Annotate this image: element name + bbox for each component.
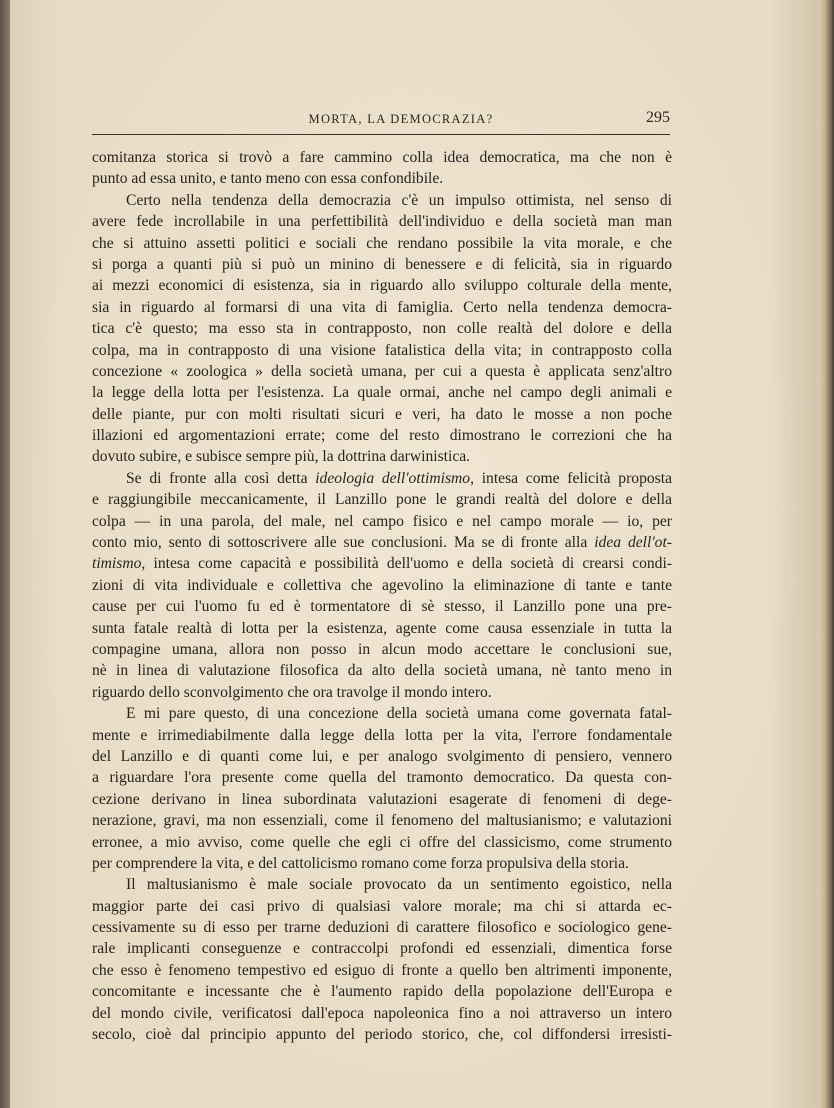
- text-line: mente e irrimediabilmente dalla legge della lotta per la vita, l'errore fondamentale: [92, 726, 672, 744]
- text-line: del mondo civile, verificatosi dall'epoca napoleonica fino a noi attraverso un intero: [92, 1004, 672, 1022]
- text-segment: , intesa come felicità proposta: [470, 469, 672, 487]
- text-line: del Lanzillo e di quanti come lui, e per analogo svolgimento di pensiero, vennero: [92, 747, 672, 765]
- text-line: punto ad essa unito, e tanto meno con essa confondibile.: [92, 170, 444, 188]
- page-edge: [818, 0, 834, 1108]
- text-line: sunta fatale realtà di lotta per la esistenza, agente come causa essenziale in tutta la: [92, 619, 672, 637]
- italic-term: ideologia dell'ottimismo: [315, 469, 471, 487]
- text-segment: , intesa come capacità e possibilità dell'uomo e della società di crearsi condi-: [141, 555, 672, 573]
- text-line: colpa, ma in contrapposto di una visione fatalistica della vita; in contrapposto colla: [92, 341, 672, 359]
- text-segment: conto mio, sento di sottoscrivere alle sue conclusioni. Ma se di fronte alla: [92, 534, 595, 552]
- page-number: 295: [646, 109, 670, 126]
- text-line: si porga a quanti più si può un minino di benessere e di felicità, sia in riguardo: [92, 255, 672, 273]
- text-line: delle piante, pur con molti risultati sicuri e veri, ha dato le mosse a non poche: [92, 405, 672, 423]
- body-text: [92, 147, 672, 1045]
- running-head: MORTA, LA DEMOCRAZIA?: [308, 112, 494, 126]
- italic-term: timismo: [92, 555, 142, 573]
- text-line: cause per cui l'uomo fu ed è tormentatore di sè stesso, il Lanzillo pone una pre-: [92, 598, 672, 616]
- text-line: secolo, cioè dal principio appunto del periodo storico, che, col diffondersi irresisti-: [92, 1026, 672, 1044]
- text-line: compagine umana, allora non posso in alcun modo accettare le conclusioni sue,: [92, 640, 672, 658]
- text-line: Il maltusianismo è male sociale provocato da un sentimento egoistico, nella: [126, 876, 672, 894]
- text-line: erronee, a mio avviso, come quelle che egli ci offre del classicismo, come strumento: [92, 833, 672, 851]
- text-line: la legge della lotta per l'esistenza. La quale ormai, anche nel campo degli animali e: [92, 384, 672, 402]
- book-spine-shadow: [0, 0, 10, 1108]
- text-line: nè in linea di valutazione filosofica da alto della società umana, nè tanto meno in: [92, 662, 672, 680]
- text-segment: Se di fronte alla così detta: [126, 469, 316, 487]
- text-line: cessivamente su di esso per trarne deduzioni di carattere filosofico e sociologico gene-: [92, 919, 672, 937]
- text-line: nerazione, gravi, ma non essenziali, come il fenomeno del maltusianismo; e valutazioni: [92, 812, 672, 830]
- text-line: rale implicanti conseguenze e contraccolpi profondi ed essenziali, dimentica forse: [92, 940, 672, 958]
- text-line: illazioni ed argomentazioni errate; come del resto dimostrano le correzioni che ha: [92, 427, 672, 445]
- text-line: E mi pare questo, di una concezione della società umana come governata fatal-: [126, 705, 672, 723]
- text-line: zioni di vita individuale e collettiva che agevolino la eliminazione di tante e tante: [92, 576, 672, 594]
- header-rule: [92, 134, 670, 135]
- text-line: comitanza storica si trovò a fare cammino colla idea democratica, ma che non è: [92, 149, 672, 166]
- italic-term: idea dell'ot-: [594, 534, 672, 552]
- text-line: cezione derivano in linea subordinata valutazioni esagerate di fenomeni di dege-: [92, 790, 672, 808]
- text-line: riguardo dello sconvolgimento che ora travolge il mondo intero.: [92, 683, 492, 701]
- text-line: avere fede incrollabile in una perfettibilità dell'individuo e della società man man: [92, 213, 672, 231]
- text-line: [92, 468, 672, 489]
- text-line: tica c'è questo; ma esso sta in contrapposto, non colle realtà del dolore e della: [92, 320, 672, 338]
- text-line: sia in riguardo al formarsi di una vita di famiglia. Certo nella tendenza democra-: [92, 298, 672, 316]
- text-line: a riguardare l'ora presente come quella del tramonto democratico. Da questa con-: [92, 769, 672, 787]
- text-line: che si attuino assetti politici e sociali che rendano possibile la vita morale, e che: [92, 234, 672, 252]
- text-line: Certo nella tendenza della democrazia c'è un impulso ottimista, nel senso di: [126, 191, 672, 209]
- text-line: maggior parte dei casi privo di qualsiasi valore morale; ma chi si attarda ec-: [92, 897, 672, 915]
- text-line: dovuto subire, e subisce sempre più, la dottrina darwinistica.: [92, 448, 471, 466]
- text-line: ai mezzi economici di esistenza, sia in riguardo allo sviluppo colturale della mente,: [92, 277, 672, 295]
- text-line: colpa — in una parola, del male, nel campo fisico e nel campo morale — io, per: [92, 512, 672, 530]
- page-header: [92, 108, 670, 132]
- text-line: che esso è fenomeno tempestivo ed esiguo di fronte a quello ben altrimenti imponente,: [92, 961, 672, 979]
- text-line: per comprendere la vita, e del cattolicismo romano come forza propulsiva della storia.: [92, 854, 629, 872]
- text-line: concomitante e incessante che è l'aumento rapido della popolazione dell'Europa e: [92, 983, 672, 1001]
- text-line: [92, 553, 672, 574]
- text-line: [92, 532, 672, 553]
- text-line: concezione « zoologica » della società umana, per cui a questa è applicata senz'altro: [92, 362, 672, 380]
- text-line: e raggiungibile meccanicamente, il Lanzillo pone le grandi realtà del dolore e della: [92, 491, 672, 509]
